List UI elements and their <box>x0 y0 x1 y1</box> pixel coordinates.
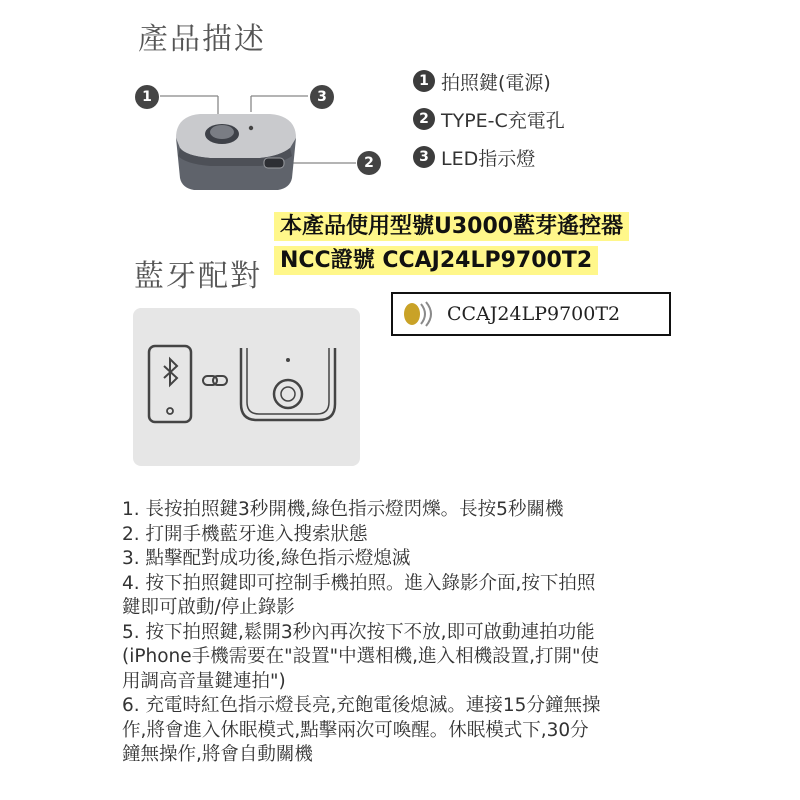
legend-label: 拍照鍵(電源) <box>441 71 551 94</box>
legend-number-icon: 1 <box>413 70 435 92</box>
ncc-certificate-code: CCAJ24LP9700T2 <box>447 303 621 325</box>
legend-number-icon: 2 <box>413 108 435 130</box>
callout-number-1: 1 <box>135 85 159 109</box>
instructions-list <box>122 498 600 768</box>
legend-item-led <box>413 142 565 172</box>
parts-legend <box>413 66 565 172</box>
instruction-line: 5. 按下拍照鍵,鬆開3秒內再次按下不放,即可啟動連拍功能 <box>122 621 595 643</box>
instruction-line: 用調高音量鍵連拍") <box>122 670 286 692</box>
legend-label: LED指示燈 <box>441 147 536 170</box>
ncc-logo-icon <box>399 299 439 329</box>
instruction-line: 作,將會進入休眠模式,點擊兩次可喚醒。休眠模式下,30分 <box>122 719 589 741</box>
ncc-model-line: 本產品使用型號U3000藍芽遙控器 <box>274 212 629 241</box>
legend-item-typec-port <box>413 104 565 134</box>
instruction-line: 鍵即可啟動/停止錄影 <box>122 597 295 618</box>
instruction-line: 1. 長按拍照鍵3秒開機,綠色指示燈閃爍。長按5秒關機 <box>122 499 564 520</box>
callout-number-3: 3 <box>310 85 334 109</box>
instruction-line: 6. 充電時紅色指示燈長亮,充飽電後熄滅。連接15分鐘無操 <box>122 695 601 716</box>
ncc-number-line: NCC證號 CCAJ24LP9700T2 <box>274 246 598 275</box>
legend-item-shutter <box>413 66 565 96</box>
product-section-title: 產品描述 <box>138 22 266 57</box>
pairing-phone-icon <box>133 308 360 466</box>
pairing-section-title: 藍牙配對 <box>134 259 262 294</box>
instruction-line: 3. 點擊配對成功後,綠色指示燈熄滅 <box>122 548 411 569</box>
ncc-notice <box>274 212 629 276</box>
instruction-line: 2. 打開手機藍牙進入搜索狀態 <box>122 523 368 545</box>
ncc-certification-box <box>391 292 671 336</box>
legend-number-icon: 3 <box>413 146 435 168</box>
instruction-line: 鐘無操作,將會自動關機 <box>122 744 313 765</box>
legend-label: TYPE-C充電孔 <box>441 109 565 132</box>
callout-number-2: 2 <box>357 151 381 175</box>
instruction-line: (iPhone手機需要在"設置"中選相機,進入相機設置,打開"使 <box>122 646 599 667</box>
instruction-line: 4. 按下拍照鍵即可控制手機拍照。進入錄影介面,按下拍照 <box>122 572 596 594</box>
remote-device-illustration <box>120 76 390 196</box>
